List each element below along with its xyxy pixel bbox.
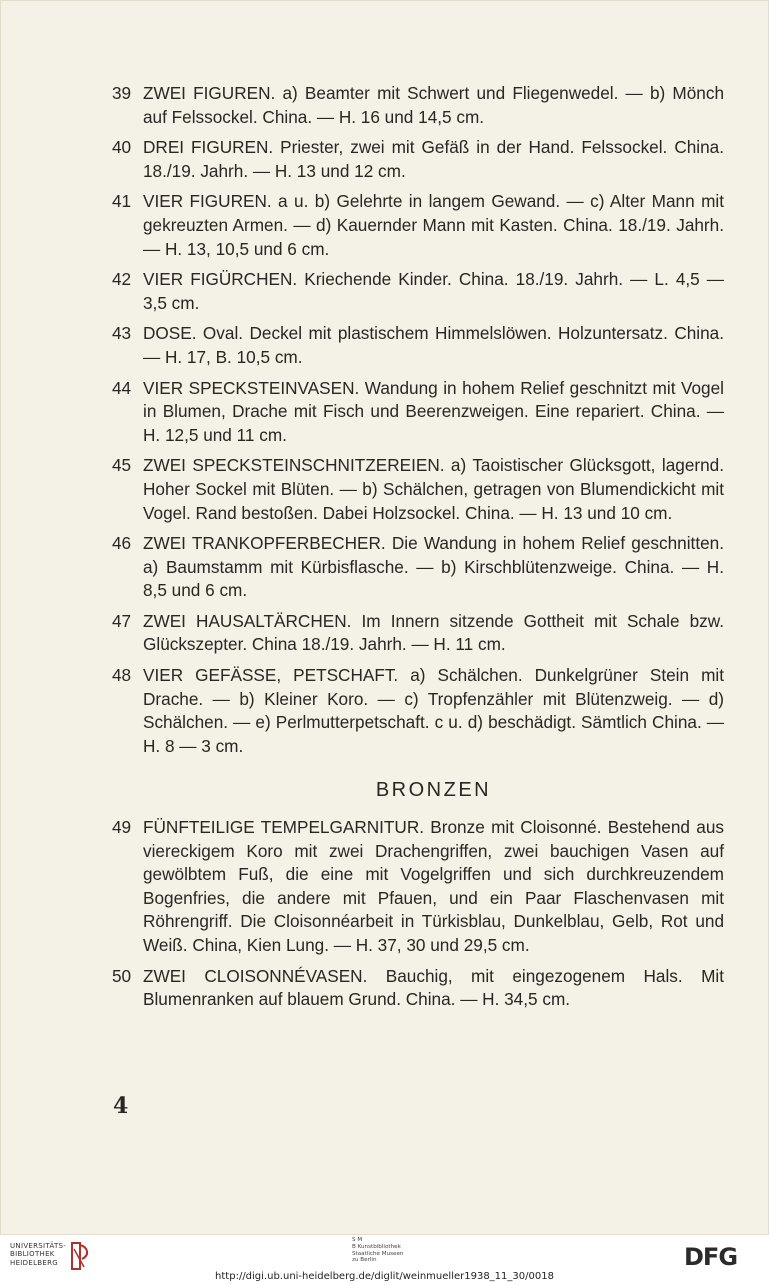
library-emblem-icon	[70, 1241, 94, 1271]
catalog-entry	[112, 322, 724, 369]
catalog-entry	[112, 532, 724, 603]
entry-number: 50	[112, 965, 132, 986]
catalog-entry	[112, 268, 724, 315]
stamp-line: zu Berlin	[352, 1257, 377, 1264]
entry-text: FÜNFTEILIGE TEMPELGARNITUR. Bronze mit Cloisonné. Bestehend aus viereckigem Koro mit zwei Drachengriffen, zwei bauchigen Vasen auf gewölbtem Fuß, die eine mit Vogelgriffen und sich durchkreuzendem Bogenfries, die andere mit Pfauen, und ein Paar Flaschenvasen mit Röhrengriff. Die Cloisonnéarbeit in Türkisblau, Dunkelblau, Gelb, Rot und Weiß. China, Kien Lung. — H. 37, 30 und 29,5 cm.	[143, 817, 724, 955]
dfg-logo: DFG	[684, 1243, 738, 1271]
entry-text: VIER FIGÜRCHEN. Kriechende Kinder. China. 18./19. Jahrh. — L. 4,5 — 3,5 cm.	[143, 269, 724, 313]
source-url[interactable]: http://digi.ub.uni-heidelberg.de/diglit/weinmueller1938_11_30/0018	[215, 1271, 554, 1282]
catalog-entry	[112, 82, 724, 129]
catalog-entry	[112, 190, 724, 261]
page-number: 4	[113, 1093, 129, 1119]
catalog-entry	[112, 136, 724, 183]
entry-text: VIER SPECKSTEINVASEN. Wandung in hohem Relief geschnitzt mit Vogel in Blumen, Drache mit Fisch und Beerenzweigen. Eine repariert. China. — H. 12,5 und 11 cm.	[143, 377, 724, 445]
entry-number: 49	[112, 817, 132, 838]
catalog-entries	[112, 82, 724, 1019]
entry-text: VIER FIGUREN. a u. b) Gelehrte in langem Gewand. — c) Alter Mann mit gekreuzten Armen. — d) Kauernder Mann mit Kasten. China. 18./19. Jahrh. — H. 13, 10,5 und 6 cm.	[143, 191, 724, 259]
entry-text: VIER GEFÄSSE, PETSCHAFT. a) Schälchen. Dunkelgrüner Stein mit Drache. — b) Kleiner Koro. — c) Tropfenzähler mit Blütenzweig. — d) Schälchen. — e) Perlmutterpetschaft. c u. d) beschädigt. Sämtlich China. — H. 8 — 3 cm.	[143, 665, 724, 756]
entry-text: DOSE. Oval. Deckel mit plastischem Himmelslöwen. Holzuntersatz. China. — H. 17, B. 10,5 cm.	[143, 323, 724, 367]
entry-number: 43	[112, 323, 132, 344]
entry-number: 40	[112, 137, 132, 158]
museum-stamp	[352, 1237, 442, 1264]
stamp-line: Staatliche Museen	[352, 1250, 404, 1257]
entry-number: 48	[112, 665, 132, 686]
entry-text: ZWEI TRANKOPFERBECHER. Die Wandung in hohem Relief geschnitten. a) Baumstamm mit Kürbisflasche. — b) Kirschblütenzweige. China. — H. 8,5 und 6 cm.	[143, 533, 724, 601]
entry-number: 44	[112, 377, 132, 398]
entry-text: ZWEI HAUSALTÄRCHEN. Im Innern sitzende Gottheit mit Schale bzw. Glückszepter. China 18./19. Jahrh. — H. 11 cm.	[143, 610, 724, 655]
entry-number: 41	[112, 191, 132, 212]
stamp-line: S M	[352, 1237, 363, 1243]
entry-number: 45	[112, 455, 132, 476]
library-line: UNIVERSITÄTS-	[10, 1242, 67, 1250]
catalog-entry	[112, 377, 724, 448]
stamp-line: B Kunstbibliothek	[352, 1243, 401, 1250]
catalog-entry	[112, 610, 724, 657]
entry-number: 42	[112, 269, 132, 290]
catalog-entry	[112, 664, 724, 758]
catalog-entry	[112, 965, 724, 1012]
catalog-entry	[112, 816, 724, 958]
entry-text: ZWEI CLOISONNÉVASEN. Bauchig, mit eingezogenem Hals. Mit Blumenranken auf blauem Grund. China. — H. 34,5 cm.	[143, 965, 724, 1010]
digitization-footer	[0, 1235, 769, 1285]
entry-text: ZWEI SPECKSTEINSCHNITZEREIEN. a) Taoistischer Glücksgott, lagernd. Hoher Sockel mit Blüten. — b) Schälchen, getragen von Blumendickicht mit Vogel. Rand bestoßen. Dabei Holzsockel. China. — H. 13 und 10 cm.	[143, 455, 724, 523]
library-line: HEIDELBERG	[10, 1258, 58, 1267]
library-logo-text	[10, 1242, 72, 1267]
catalog-entry	[112, 454, 724, 525]
entry-text: DREI FIGUREN. Priester, zwei mit Gefäß in der Hand. Felssockel. China. 18./19. Jahrh. — H. 13 und 12 cm.	[143, 137, 724, 181]
entry-text: ZWEI FIGUREN. a) Beamter mit Schwert und Fliegenwedel. — b) Mönch auf Felssockel. China. — H. 16 und 14,5 cm.	[143, 83, 724, 127]
entry-number: 47	[112, 610, 132, 631]
section-title: BRONZEN	[375, 779, 492, 802]
entry-number: 39	[112, 83, 132, 103]
entry-number: 46	[112, 533, 132, 554]
library-line: BIBLIOTHEK	[10, 1250, 55, 1259]
